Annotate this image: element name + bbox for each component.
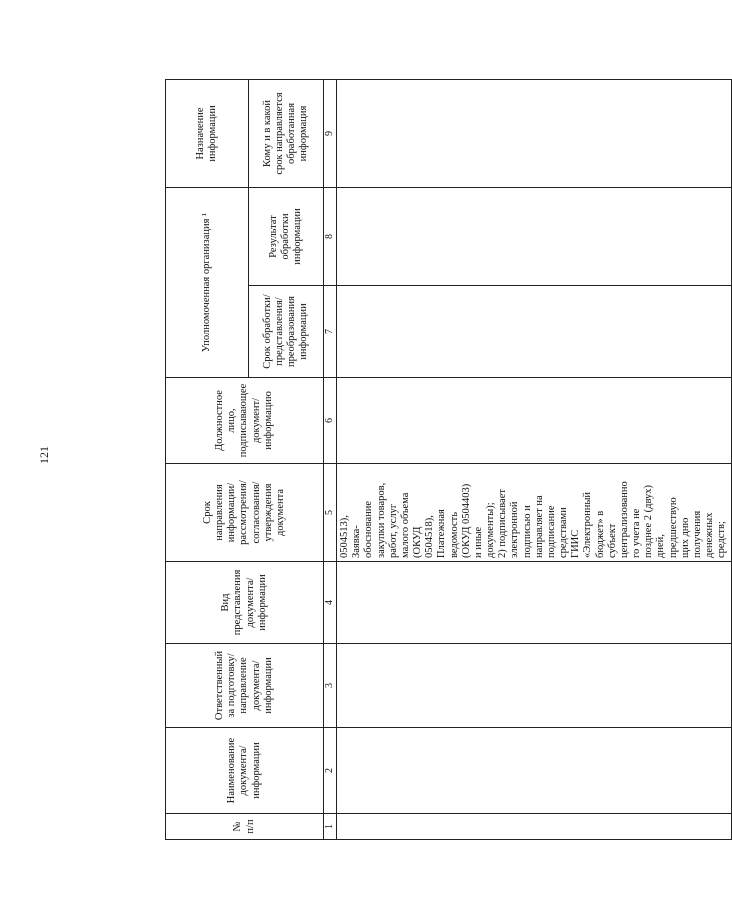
rotated-table-sheet — [165, 80, 728, 840]
header-col-document-name: Наименование документа/ информации — [166, 728, 324, 814]
page-number: 121 — [37, 446, 51, 464]
column-number: 7 — [324, 286, 337, 378]
column-number: 6 — [324, 378, 337, 464]
column-number: 4 — [324, 562, 337, 644]
header-col-deadline: Срок направления информации/ рассмотрения/ согласования/ утверждения документа — [166, 464, 324, 562]
header-col-responsible: Ответственный за подготовку/ направление документа/ информации — [166, 644, 324, 728]
cell-document-name — [337, 728, 732, 814]
column-number-row — [324, 80, 337, 840]
column-number: 9 — [324, 80, 337, 188]
cell-processing-result — [337, 188, 732, 286]
header-col-recipient: Кому и в какой срок направляется обработанная информация — [249, 80, 324, 188]
header-col-processing-time: Срок обработки/ представления/ преобразования информации — [249, 286, 324, 378]
column-number: 5 — [324, 464, 337, 562]
cell-processing-time — [337, 286, 732, 378]
table-row — [337, 80, 732, 840]
cell-signatory — [337, 378, 732, 464]
cell-responsible — [337, 644, 732, 728]
cell-deadline: 0504513), Заявка- обоснование закупки товаров, работ, услуг малого объема (ОКУД 0504518), Платежная ведомость (ОКУД 0504403) и иные документы); 2) подписывает электронной подписью и направляет на подписание средствами ГИИС «Электронный бюджет» в субъект централизованно го учета не позднее 2 (двух) дней, предшествую щих дню получения денежных средств; — [337, 464, 732, 562]
column-number: 2 — [324, 728, 337, 814]
header-col-number: № п/п — [166, 814, 324, 840]
header-group-authorized-org: Уполномоченная организация ¹ — [166, 188, 249, 378]
document-table — [165, 79, 732, 840]
header-group-purpose: Назначение информации — [166, 80, 249, 188]
column-number: 1 — [324, 814, 337, 840]
header-row-1 — [166, 80, 249, 840]
header-col-form: Вид представления документа/ информации — [166, 562, 324, 644]
header-col-signatory: Должностное лицо, подписывающее документ/ информацию — [166, 378, 324, 464]
cell-number — [337, 814, 732, 840]
cell-recipient — [337, 80, 732, 188]
column-number: 8 — [324, 188, 337, 286]
header-col-processing-result: Результат обработки информации — [249, 188, 324, 286]
cell-form — [337, 562, 732, 644]
column-number: 3 — [324, 644, 337, 728]
